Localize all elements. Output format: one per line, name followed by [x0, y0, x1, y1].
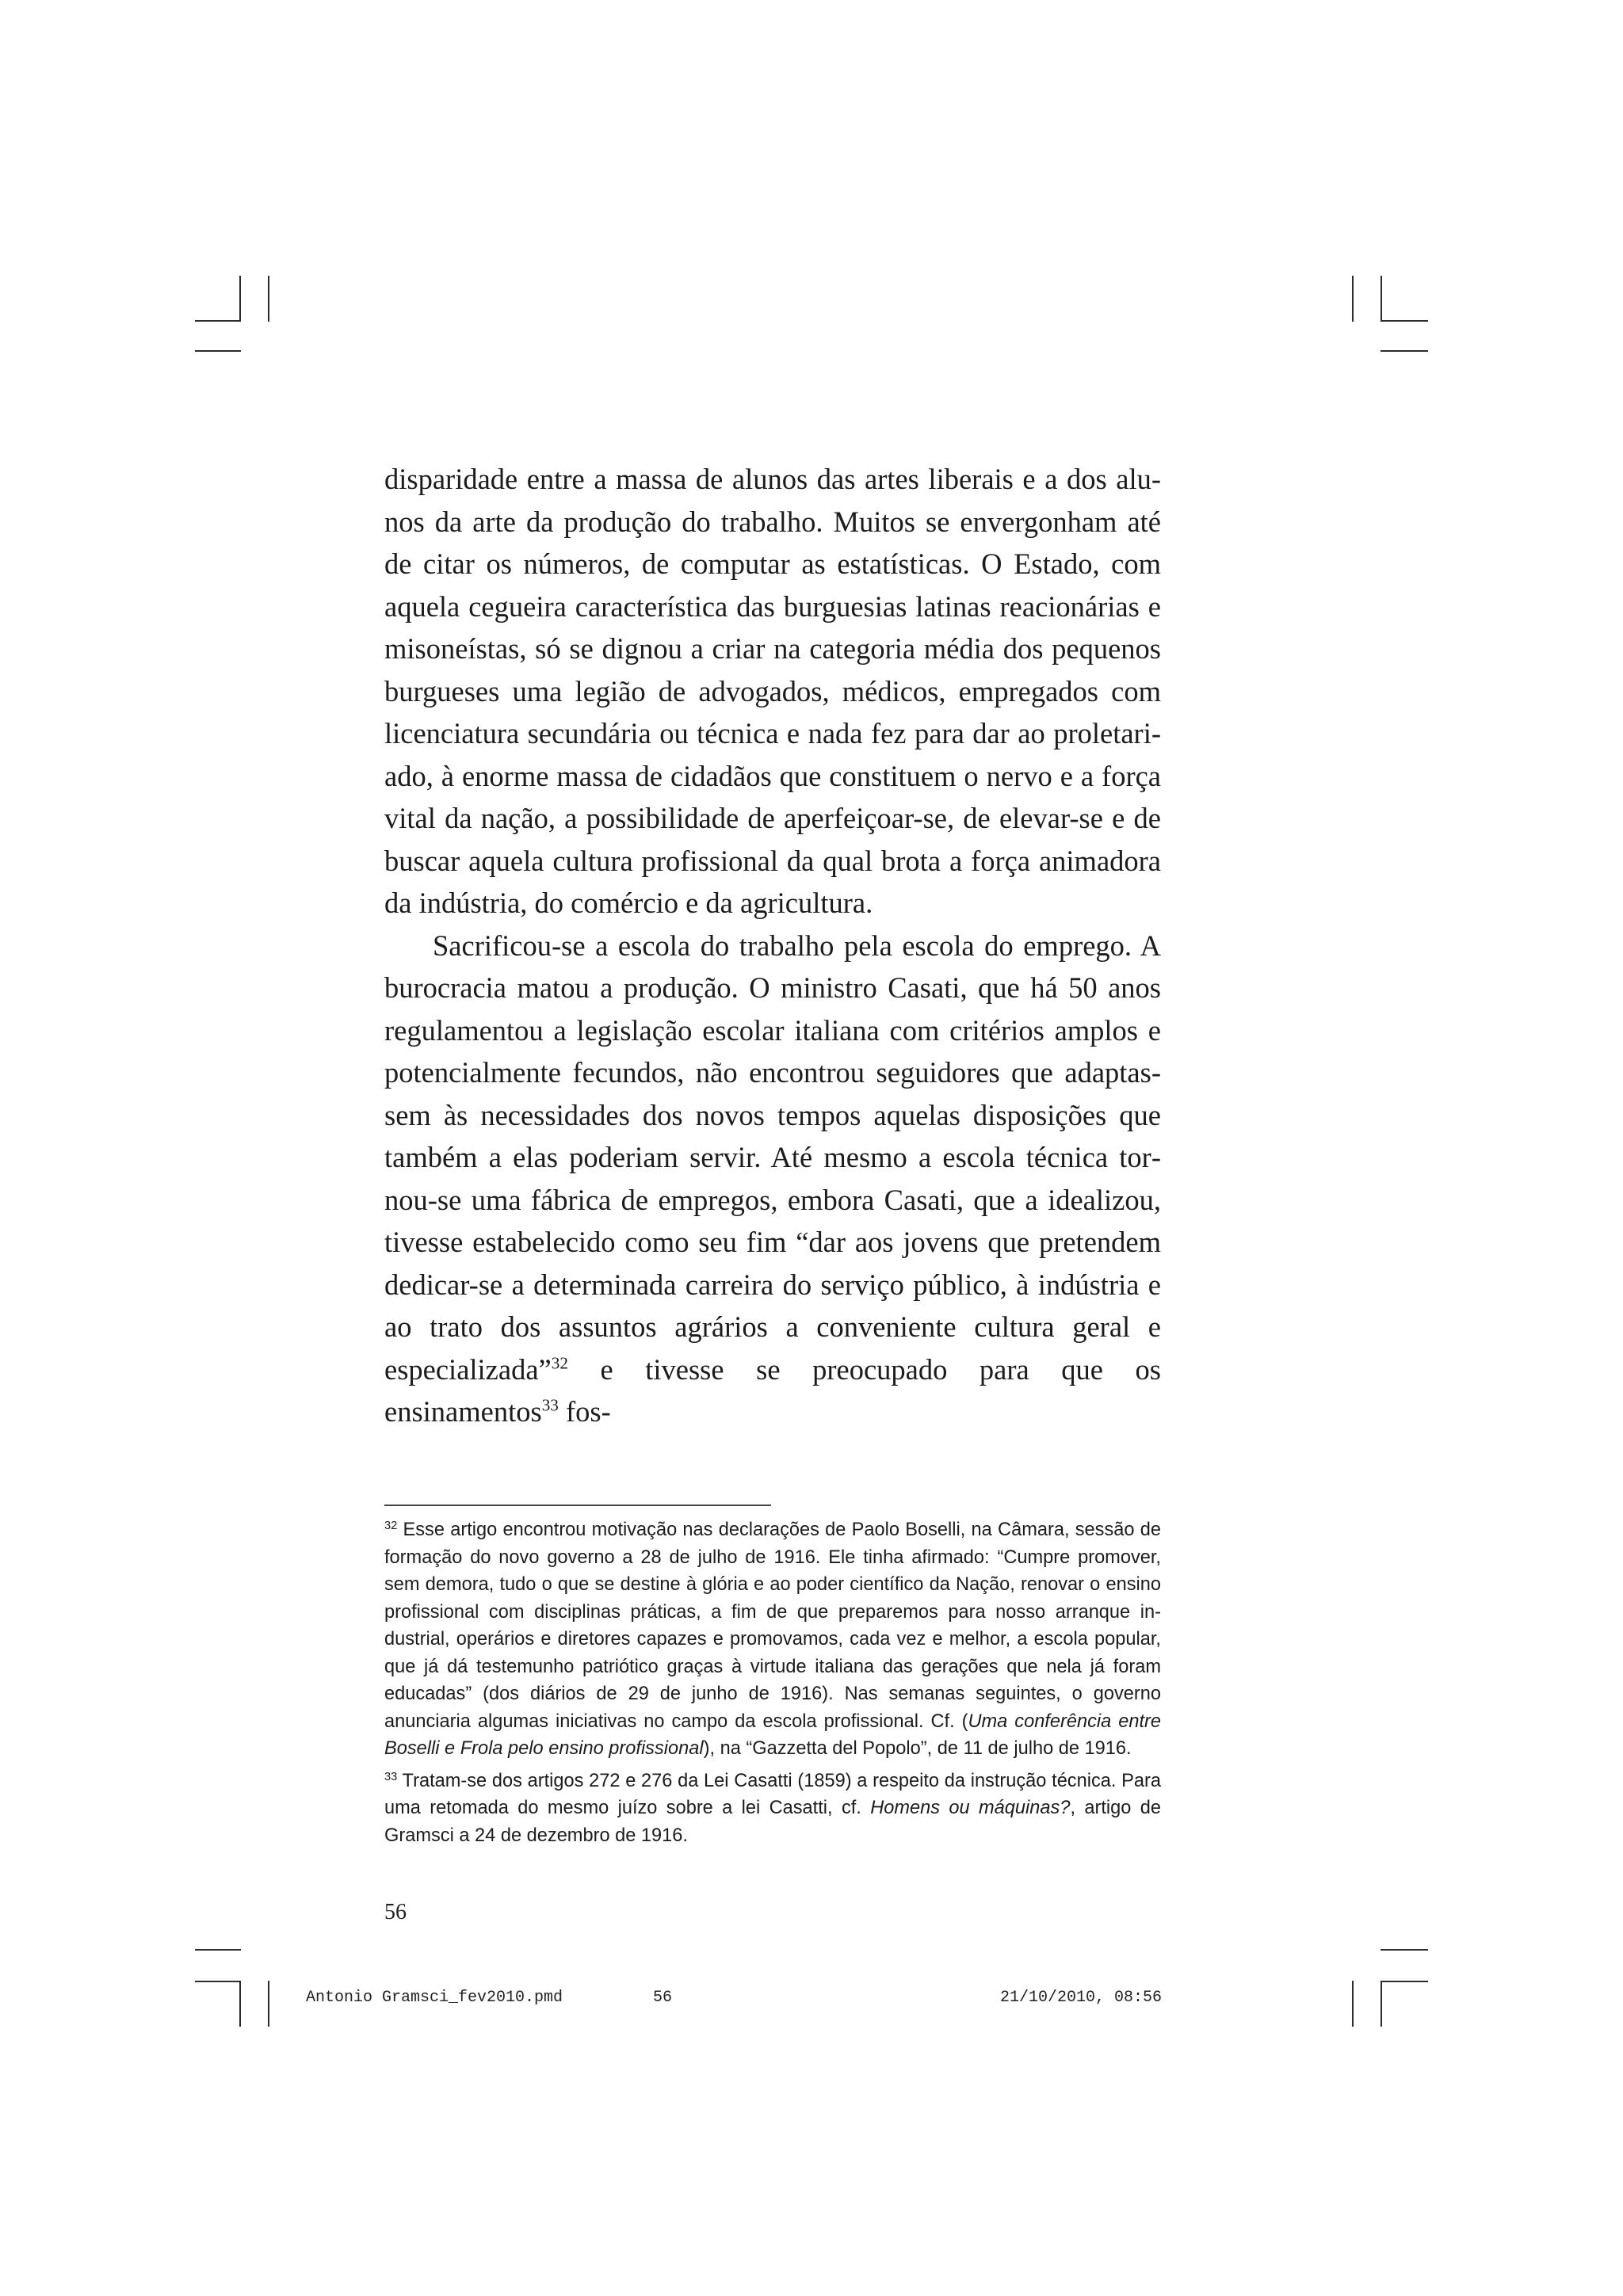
paragraph-1: disparidade entre a massa de alunos das artes liberais e a dos alunos da arte da produção do trabalho. Muitos se envergonham até de citar os números, de computar as estatísticas. O Estado, com aquela cegueira característica das burguesias latinas reacionárias e misoneístas, só se dignou a criar na categoria média dos pequenos burgueses uma legião de advogados, médicos, empregados com licenciatura secundária ou técnica e nada fez para dar ao proletariado, à enorme massa de cidadãos que constituem o nervo e a força vital da nação, a possibilidade de aperfeiçoar-se, de elevar-se e de buscar aquela cultura profissional da qual brota a força animadora da indústria, do comércio e da agricultura. [384, 463, 1161, 919]
crop-mark [195, 320, 241, 322]
paragraph-2 [384, 925, 1161, 1433]
crop-mark [239, 1981, 241, 2027]
crop-mark [1381, 350, 1428, 352]
footnote-number: 32 [384, 1519, 398, 1532]
footnote-text: ), na “Gazzetta del Popolo”, de 11 de julho de 1916. [703, 1738, 1132, 1759]
footnote-text: Esse artigo encontrou motivação nas declarações de Paolo Boselli, na Câmara, sessão de formação do novo governo a 28 de julho de 1916. Ele tinha afirmado: “Cumpre promover, sem demora, tudo o que se destine à glória e ao poder científico da Nação, renovar o ensino profissional com disciplinas práticas, a fim de que preparemos para nosso arranque industrial, operários e diretores capazes e promovamos, cada vez e melhor, a escola popular, que já dá testemunho patriótico graças à virtude italiana das gerações que nela já foram educadas” (dos diários de 29 de junho de 1916). Nas semanas seguintes, o governo anunciaria algumas iniciativas no campo da escola profissional. Cf. ( [384, 1520, 1161, 1732]
slug-filename: Antonio Gramsci_fev2010.pmd [306, 1989, 563, 2007]
crop-mark [1381, 320, 1428, 322]
footnote-italic-title: Homens ou máquinas? [870, 1798, 1071, 1818]
crop-mark [1381, 1981, 1382, 2027]
crop-mark [1352, 1981, 1354, 2027]
footnote-text: Tratam-se dos artigos 272 e 276 da Lei Casatti (1859) a respeito da instrução técnica. Para uma retomada do mesmo juízo sobre a lei Casatti, cf. [384, 1770, 1161, 1818]
footnote-ref-32: 32 [551, 1352, 568, 1372]
footnote-text: , artigo de Gramsci a 24 de dezembro de 1916. [384, 1798, 1161, 1846]
crop-mark [268, 276, 269, 322]
crop-mark [195, 1981, 241, 1982]
footnote-33 [384, 1768, 1161, 1850]
crop-mark [1381, 1949, 1428, 1951]
footnote-ref-33: 33 [541, 1395, 559, 1415]
footnote-italic-title: Uma conferência entre Boselli e Frola pelo ensino profissional [384, 1711, 1161, 1759]
body-text [384, 458, 1161, 1433]
footnote-number: 33 [384, 1770, 398, 1783]
slug-page: 56 [653, 1989, 673, 2007]
paragraph-2-text-c: fos- [558, 1395, 611, 1428]
footnote-divider [384, 1505, 771, 1506]
crop-mark [239, 276, 241, 322]
crop-mark [195, 1949, 241, 1951]
crop-mark [1352, 276, 1354, 322]
paragraph-2-text-a: Sacrificou-se a escola do trabalho pela escola do emprego. A burocracia matou a produção. O ministro Casati, que há 50 anos regulamentou a legislação escolar italiana com critérios amplos e potencialmente fecundos, não encontrou seguidores que adaptassem às necessidades dos novos tempos aquelas disposições que também a elas poderiam servir. Até mesmo a escola técnica tornou-se uma fábrica de empregos, embora Casati, que a idealizou, tivesse estabelecido como seu fim “dar aos jovens que pretendem dedicar-se a determinada carreira do serviço público, à indústria e ao trato dos assuntos agrários a conveniente cultura geral e especializada” [384, 929, 1161, 1386]
slug-datetime: 21/10/2010, 08:56 [1000, 1989, 1163, 2007]
footnote-32 [384, 1516, 1161, 1763]
crop-mark [1381, 1981, 1428, 1982]
footnotes [384, 1516, 1161, 1849]
paragraph-2-text-b: e tivesse se preocupado para que os ensinamentos [384, 1352, 1161, 1428]
crop-mark [268, 1981, 269, 2027]
crop-mark [1381, 276, 1382, 322]
crop-mark [195, 350, 241, 352]
page-number: 56 [384, 1900, 407, 1924]
